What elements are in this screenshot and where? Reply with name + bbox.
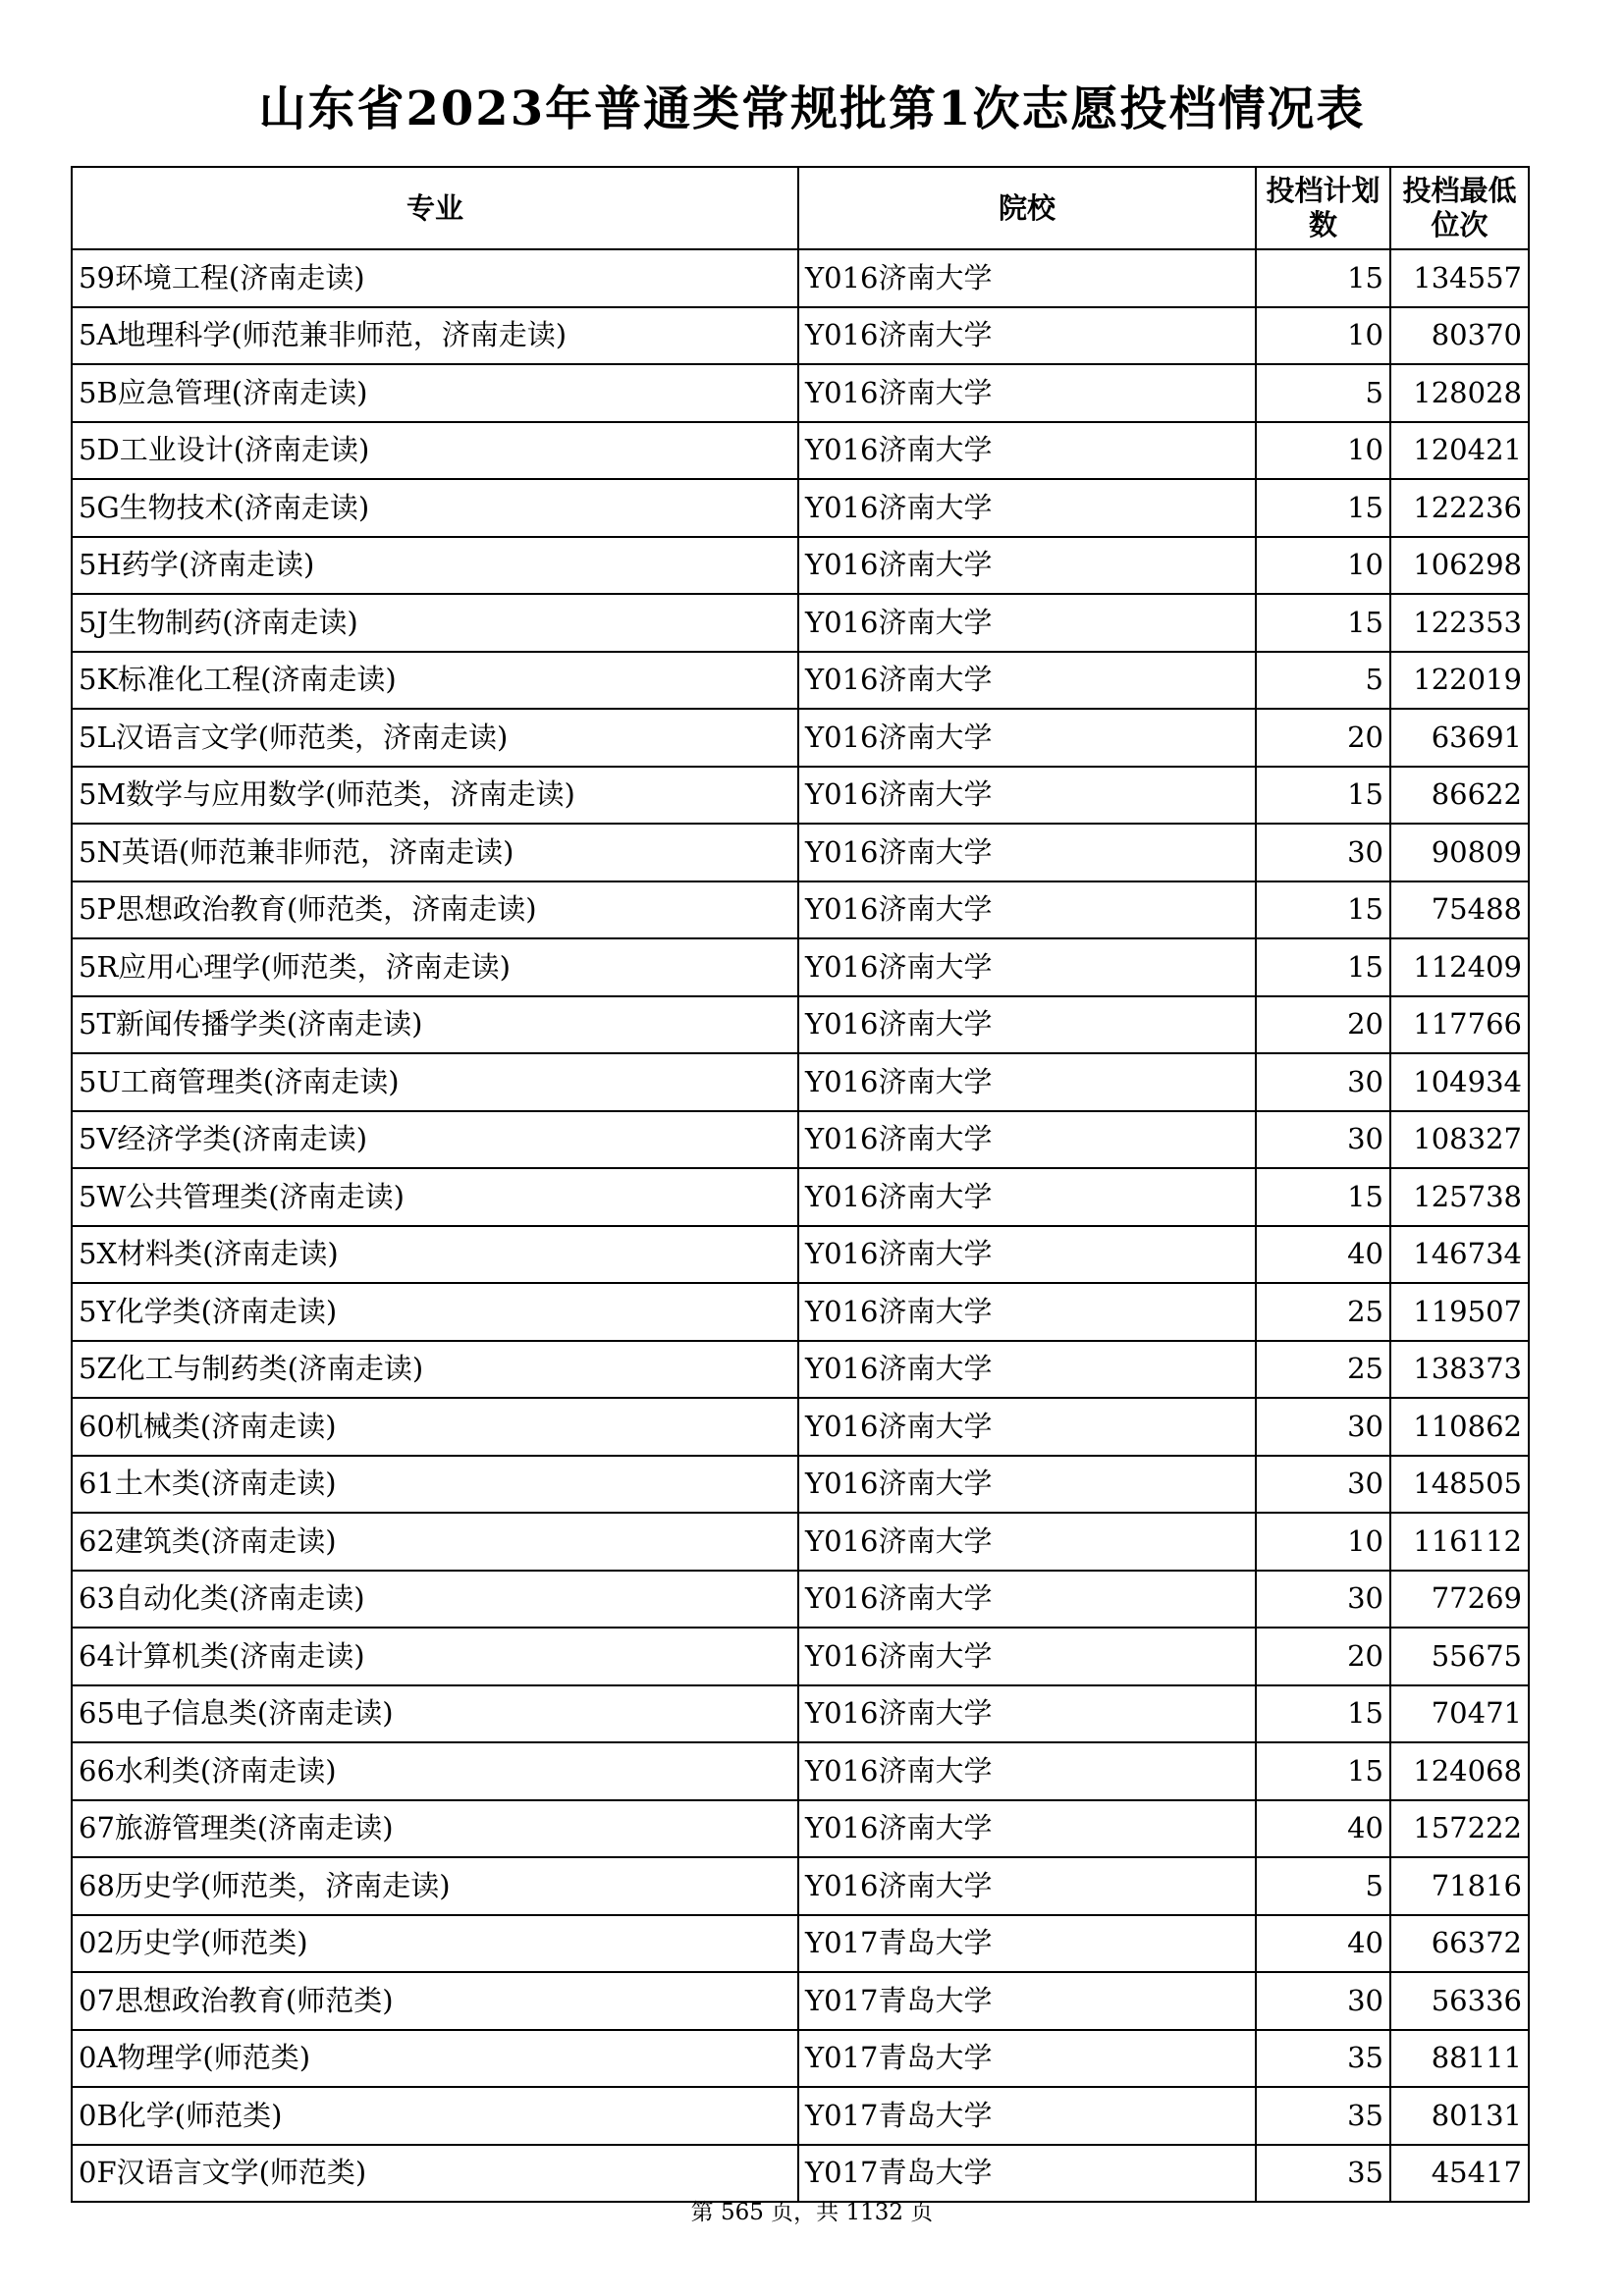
school-cell: Y016济南大学	[798, 422, 1256, 480]
school-cell: Y016济南大学	[798, 1456, 1256, 1514]
major-cell: 61土木类(济南走读)	[72, 1456, 798, 1514]
plan-count-cell: 30	[1256, 1571, 1390, 1629]
page-title: 山东省2023年普通类常规批第1次志愿投档情况表	[258, 81, 1366, 136]
table-row	[72, 1168, 1529, 1226]
table-row	[72, 422, 1529, 480]
plan-count-cell: 10	[1256, 1513, 1390, 1571]
school-cell: Y016济南大学	[798, 1685, 1256, 1743]
table-row	[72, 1283, 1529, 1341]
min-rank-cell: 106298	[1390, 537, 1529, 595]
school-cell: Y016济南大学	[798, 1398, 1256, 1456]
school-cell: Y016济南大学	[798, 1571, 1256, 1629]
school-cell: Y016济南大学	[798, 1628, 1256, 1685]
min-rank-cell: 80131	[1390, 2087, 1529, 2145]
major-cell: 66水利类(济南走读)	[72, 1742, 798, 1800]
major-cell: 5J生物制药(济南走读)	[72, 594, 798, 652]
table-row	[72, 2087, 1529, 2145]
table-row	[72, 938, 1529, 996]
major-cell: 5H药学(济南走读)	[72, 537, 798, 595]
major-cell: 60机械类(济南走读)	[72, 1398, 798, 1456]
major-cell: 5U工商管理类(济南走读)	[72, 1053, 798, 1111]
plan-count-cell: 35	[1256, 2030, 1390, 2088]
major-cell: 5R应用心理学(师范类，济南走读)	[72, 938, 798, 996]
min-rank-cell: 124068	[1390, 1742, 1529, 1800]
school-cell: Y017青岛大学	[798, 2030, 1256, 2088]
table-row	[72, 1972, 1529, 2030]
plan-count-cell: 20	[1256, 709, 1390, 767]
min-rank-cell: 70471	[1390, 1685, 1529, 1743]
plan-count-cell: 15	[1256, 938, 1390, 996]
major-cell: 5M数学与应用数学(师范类，济南走读)	[72, 767, 798, 825]
school-cell: Y017青岛大学	[798, 1972, 1256, 2030]
column-header-plan: 投档计划数	[1256, 167, 1390, 249]
plan-count-cell: 25	[1256, 1283, 1390, 1341]
plan-count-cell: 15	[1256, 1742, 1390, 1800]
table-row	[72, 767, 1529, 825]
table-row	[72, 1915, 1529, 1973]
plan-count-cell: 30	[1256, 824, 1390, 881]
plan-count-cell: 20	[1256, 996, 1390, 1054]
min-rank-cell: 122236	[1390, 479, 1529, 537]
major-cell: 5G生物技术(济南走读)	[72, 479, 798, 537]
major-cell: 0F汉语言文学(师范类)	[72, 2145, 798, 2203]
school-cell: Y016济南大学	[798, 1168, 1256, 1226]
school-cell: Y016济南大学	[798, 1513, 1256, 1571]
min-rank-cell: 146734	[1390, 1226, 1529, 1284]
plan-count-cell: 15	[1256, 881, 1390, 939]
plan-count-cell: 40	[1256, 1226, 1390, 1284]
plan-count-cell: 15	[1256, 1168, 1390, 1226]
table-row	[72, 1571, 1529, 1629]
school-cell: Y016济南大学	[798, 479, 1256, 537]
school-cell: Y016济南大学	[798, 996, 1256, 1054]
major-cell: 5W公共管理类(济南走读)	[72, 1168, 798, 1226]
school-cell: Y016济南大学	[798, 364, 1256, 422]
plan-count-cell: 15	[1256, 249, 1390, 307]
table-row	[72, 1053, 1529, 1111]
table-row	[72, 1857, 1529, 1915]
min-rank-cell: 77269	[1390, 1571, 1529, 1629]
school-cell: Y017青岛大学	[798, 2145, 1256, 2203]
school-cell: Y016济南大学	[798, 307, 1256, 365]
school-cell: Y016济南大学	[798, 1742, 1256, 1800]
major-cell: 63自动化类(济南走读)	[72, 1571, 798, 1629]
column-header-major: 专业	[72, 167, 798, 249]
min-rank-cell: 117766	[1390, 996, 1529, 1054]
plan-count-cell: 15	[1256, 594, 1390, 652]
plan-count-cell: 15	[1256, 479, 1390, 537]
min-rank-cell: 56336	[1390, 1972, 1529, 2030]
major-cell: 64计算机类(济南走读)	[72, 1628, 798, 1685]
plan-count-cell: 15	[1256, 767, 1390, 825]
table-row	[72, 1341, 1529, 1399]
major-cell: 68历史学(师范类，济南走读)	[72, 1857, 798, 1915]
page-footer: 第 565 页，共 1132 页	[690, 2200, 934, 2225]
school-cell: Y017青岛大学	[798, 1915, 1256, 1973]
plan-count-cell: 35	[1256, 2087, 1390, 2145]
school-cell: Y016济南大学	[798, 1226, 1256, 1284]
min-rank-cell: 134557	[1390, 249, 1529, 307]
school-cell: Y016济南大学	[798, 1341, 1256, 1399]
school-cell: Y016济南大学	[798, 709, 1256, 767]
plan-count-cell: 10	[1256, 307, 1390, 365]
table-row	[72, 1111, 1529, 1169]
min-rank-cell: 55675	[1390, 1628, 1529, 1685]
school-cell: Y017青岛大学	[798, 2087, 1256, 2145]
table-row	[72, 2030, 1529, 2088]
plan-count-cell: 30	[1256, 1111, 1390, 1169]
table-row	[72, 709, 1529, 767]
min-rank-cell: 104934	[1390, 1053, 1529, 1111]
major-cell: 02历史学(师范类)	[72, 1915, 798, 1973]
min-rank-cell: 128028	[1390, 364, 1529, 422]
table-row	[72, 307, 1529, 365]
column-header-school: 院校	[798, 167, 1256, 249]
major-cell: 0A物理学(师范类)	[72, 2030, 798, 2088]
school-cell: Y016济南大学	[798, 1283, 1256, 1341]
min-rank-cell: 71816	[1390, 1857, 1529, 1915]
min-rank-cell: 148505	[1390, 1456, 1529, 1514]
table-row	[72, 652, 1529, 710]
min-rank-cell: 116112	[1390, 1513, 1529, 1571]
min-rank-cell: 66372	[1390, 1915, 1529, 1973]
min-rank-cell: 119507	[1390, 1283, 1529, 1341]
major-cell: 5B应急管理(济南走读)	[72, 364, 798, 422]
major-cell: 5P思想政治教育(师范类，济南走读)	[72, 881, 798, 939]
major-cell: 5A地理科学(师范兼非师范，济南走读)	[72, 307, 798, 365]
school-cell: Y016济南大学	[798, 652, 1256, 710]
column-header-rank: 投档最低位次	[1390, 167, 1529, 249]
major-cell: 5N英语(师范兼非师范，济南走读)	[72, 824, 798, 881]
min-rank-cell: 138373	[1390, 1341, 1529, 1399]
min-rank-cell: 75488	[1390, 881, 1529, 939]
major-cell: 5K标准化工程(济南走读)	[72, 652, 798, 710]
major-cell: 5Z化工与制药类(济南走读)	[72, 1341, 798, 1399]
school-cell: Y016济南大学	[798, 537, 1256, 595]
plan-count-cell: 5	[1256, 652, 1390, 710]
school-cell: Y016济南大学	[798, 767, 1256, 825]
table-row	[72, 1226, 1529, 1284]
table-row	[72, 1513, 1529, 1571]
school-cell: Y016济南大学	[798, 881, 1256, 939]
major-cell: 5D工业设计(济南走读)	[72, 422, 798, 480]
school-cell: Y016济南大学	[798, 824, 1256, 881]
min-rank-cell: 88111	[1390, 2030, 1529, 2088]
min-rank-cell: 108327	[1390, 1111, 1529, 1169]
major-cell: 65电子信息类(济南走读)	[72, 1685, 798, 1743]
major-cell: 0B化学(师范类)	[72, 2087, 798, 2145]
plan-count-cell: 40	[1256, 1800, 1390, 1858]
plan-count-cell: 35	[1256, 2145, 1390, 2203]
school-cell: Y016济南大学	[798, 938, 1256, 996]
table-body	[72, 249, 1529, 2202]
school-cell: Y016济南大学	[798, 249, 1256, 307]
plan-count-cell: 10	[1256, 537, 1390, 595]
major-cell: 59环境工程(济南走读)	[72, 249, 798, 307]
table-row	[72, 1800, 1529, 1858]
table-row	[72, 1742, 1529, 1800]
plan-count-cell: 20	[1256, 1628, 1390, 1685]
school-cell: Y016济南大学	[798, 1053, 1256, 1111]
min-rank-cell: 122353	[1390, 594, 1529, 652]
major-cell: 62建筑类(济南走读)	[72, 1513, 798, 1571]
major-cell: 67旅游管理类(济南走读)	[72, 1800, 798, 1858]
school-cell: Y016济南大学	[798, 594, 1256, 652]
school-cell: Y016济南大学	[798, 1800, 1256, 1858]
table-row	[72, 1628, 1529, 1685]
table-row	[72, 1456, 1529, 1514]
major-cell: 5Y化学类(济南走读)	[72, 1283, 798, 1341]
min-rank-cell: 45417	[1390, 2145, 1529, 2203]
plan-count-cell: 25	[1256, 1341, 1390, 1399]
plan-count-cell: 30	[1256, 1053, 1390, 1111]
plan-count-cell: 15	[1256, 1685, 1390, 1743]
min-rank-cell: 125738	[1390, 1168, 1529, 1226]
plan-count-cell: 10	[1256, 422, 1390, 480]
min-rank-cell: 120421	[1390, 422, 1529, 480]
min-rank-cell: 157222	[1390, 1800, 1529, 1858]
school-cell: Y016济南大学	[798, 1111, 1256, 1169]
plan-count-cell: 40	[1256, 1915, 1390, 1973]
plan-count-cell: 30	[1256, 1398, 1390, 1456]
min-rank-cell: 122019	[1390, 652, 1529, 710]
plan-count-cell: 30	[1256, 1456, 1390, 1514]
table-row	[72, 479, 1529, 537]
min-rank-cell: 80370	[1390, 307, 1529, 365]
min-rank-cell: 63691	[1390, 709, 1529, 767]
table-row	[72, 1685, 1529, 1743]
major-cell: 5V经济学类(济南走读)	[72, 1111, 798, 1169]
plan-count-cell: 5	[1256, 364, 1390, 422]
min-rank-cell: 90809	[1390, 824, 1529, 881]
table-row	[72, 249, 1529, 307]
table-row	[72, 996, 1529, 1054]
table-row	[72, 537, 1529, 595]
table-row	[72, 364, 1529, 422]
table-row	[72, 881, 1529, 939]
major-cell: 5X材料类(济南走读)	[72, 1226, 798, 1284]
plan-count-cell: 30	[1256, 1972, 1390, 2030]
min-rank-cell: 86622	[1390, 767, 1529, 825]
major-cell: 5T新闻传播学类(济南走读)	[72, 996, 798, 1054]
admission-table	[71, 166, 1530, 2203]
table-row	[72, 824, 1529, 881]
major-cell: 5L汉语言文学(师范类，济南走读)	[72, 709, 798, 767]
school-cell: Y016济南大学	[798, 1857, 1256, 1915]
table-row	[72, 1398, 1529, 1456]
table-row	[72, 594, 1529, 652]
plan-count-cell: 5	[1256, 1857, 1390, 1915]
min-rank-cell: 112409	[1390, 938, 1529, 996]
min-rank-cell: 110862	[1390, 1398, 1529, 1456]
table-header-row	[72, 167, 1529, 249]
major-cell: 07思想政治教育(师范类)	[72, 1972, 798, 2030]
